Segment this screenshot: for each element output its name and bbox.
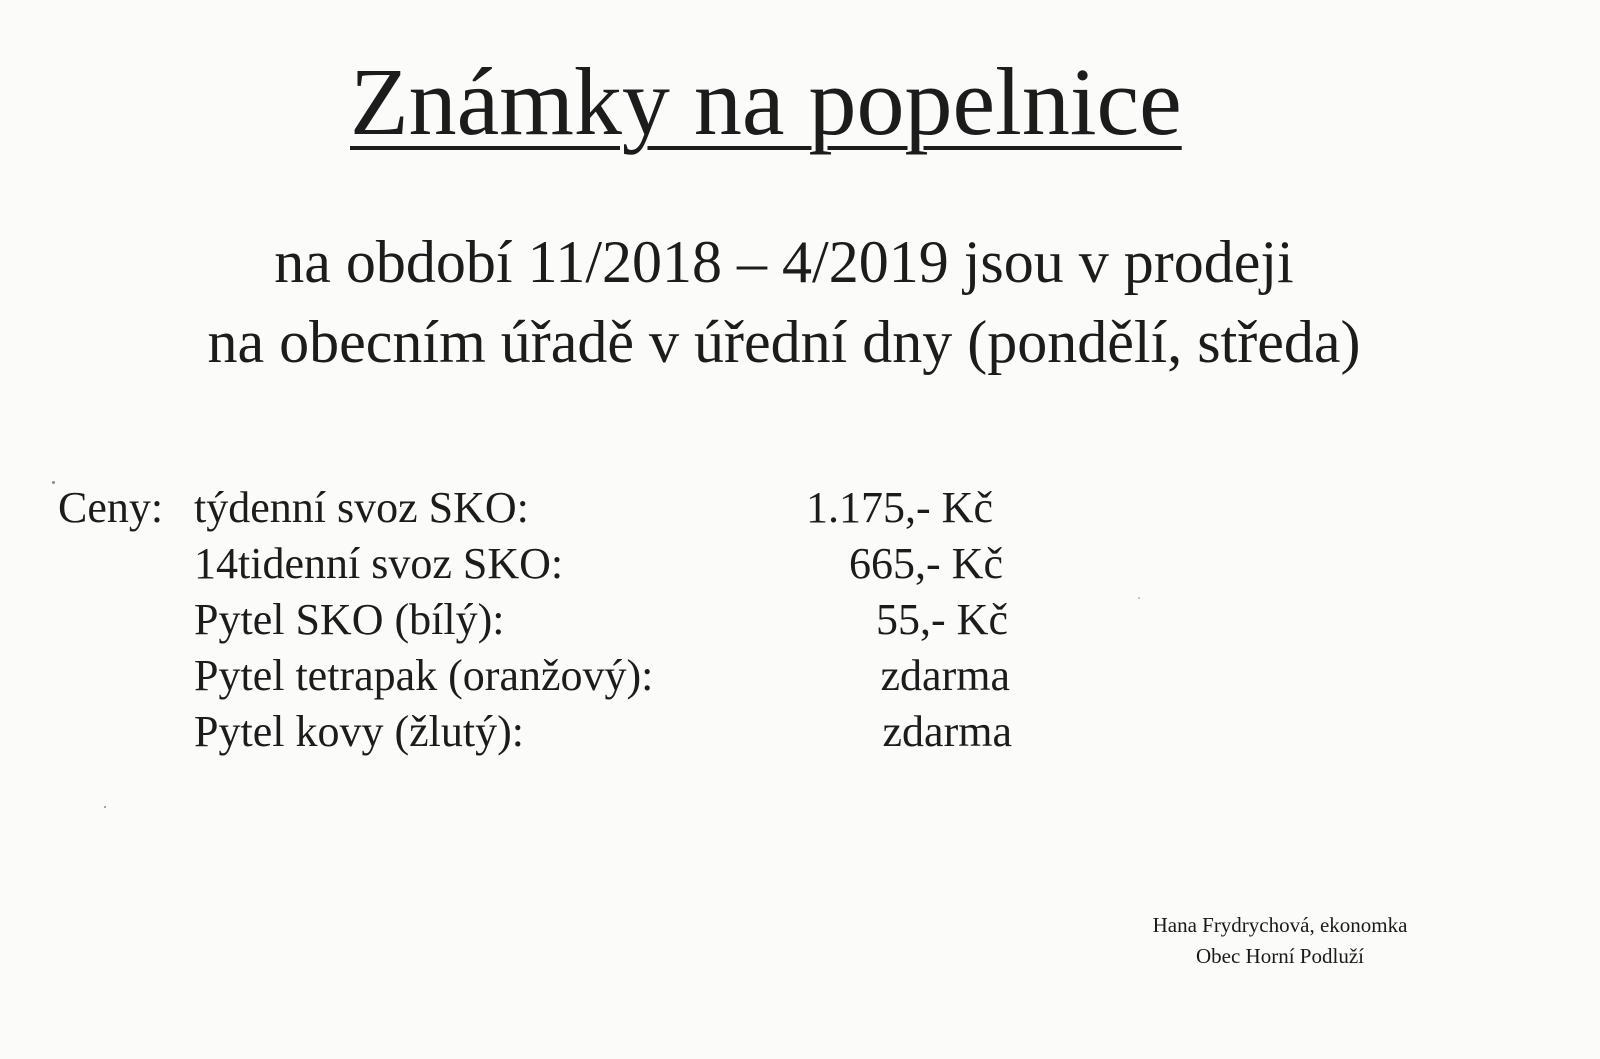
price-item-name: 14tidenní svoz SKO: [194, 539, 564, 588]
price-item-value: 55,- Kč [876, 595, 1008, 644]
price-row [58, 539, 1058, 592]
price-row [58, 595, 1058, 648]
signature-organization: Obec Horní Podluží [1196, 944, 1364, 968]
price-row [58, 707, 1058, 760]
price-list-label: Ceny: [58, 483, 164, 532]
notice-subtitle-line-1: na období 11/2018 – 4/2019 jsou v prodeji [274, 229, 1294, 295]
price-item-name: týdenní svoz SKO: [194, 483, 529, 532]
price-item-name: Pytel tetrapak (oranžový): [194, 651, 654, 700]
price-row [58, 651, 1058, 704]
scan-speck [1138, 597, 1140, 599]
notice-title: Známky na popelnice [350, 48, 1182, 155]
price-item-value: zdarma [882, 707, 1012, 756]
signature-name: Hana Frydrychová, ekonomka [1152, 913, 1408, 937]
price-item-name: Pytel kovy (žlutý): [194, 707, 524, 756]
price-item-value: zdarma [880, 651, 1010, 700]
price-list [58, 483, 1058, 766]
price-item-value: 1.175,- Kč [806, 483, 993, 532]
notice-subtitle-line-2: na obecním úřadě v úřední dny (pondělí, středa) [207, 309, 1361, 375]
signature-block [1120, 910, 1440, 972]
price-row [58, 483, 1058, 536]
scan-speck [104, 806, 106, 808]
price-item-value: 665,- Kč [849, 539, 1003, 588]
price-item-name: Pytel SKO (bílý): [194, 595, 505, 644]
scan-speck [52, 481, 55, 484]
